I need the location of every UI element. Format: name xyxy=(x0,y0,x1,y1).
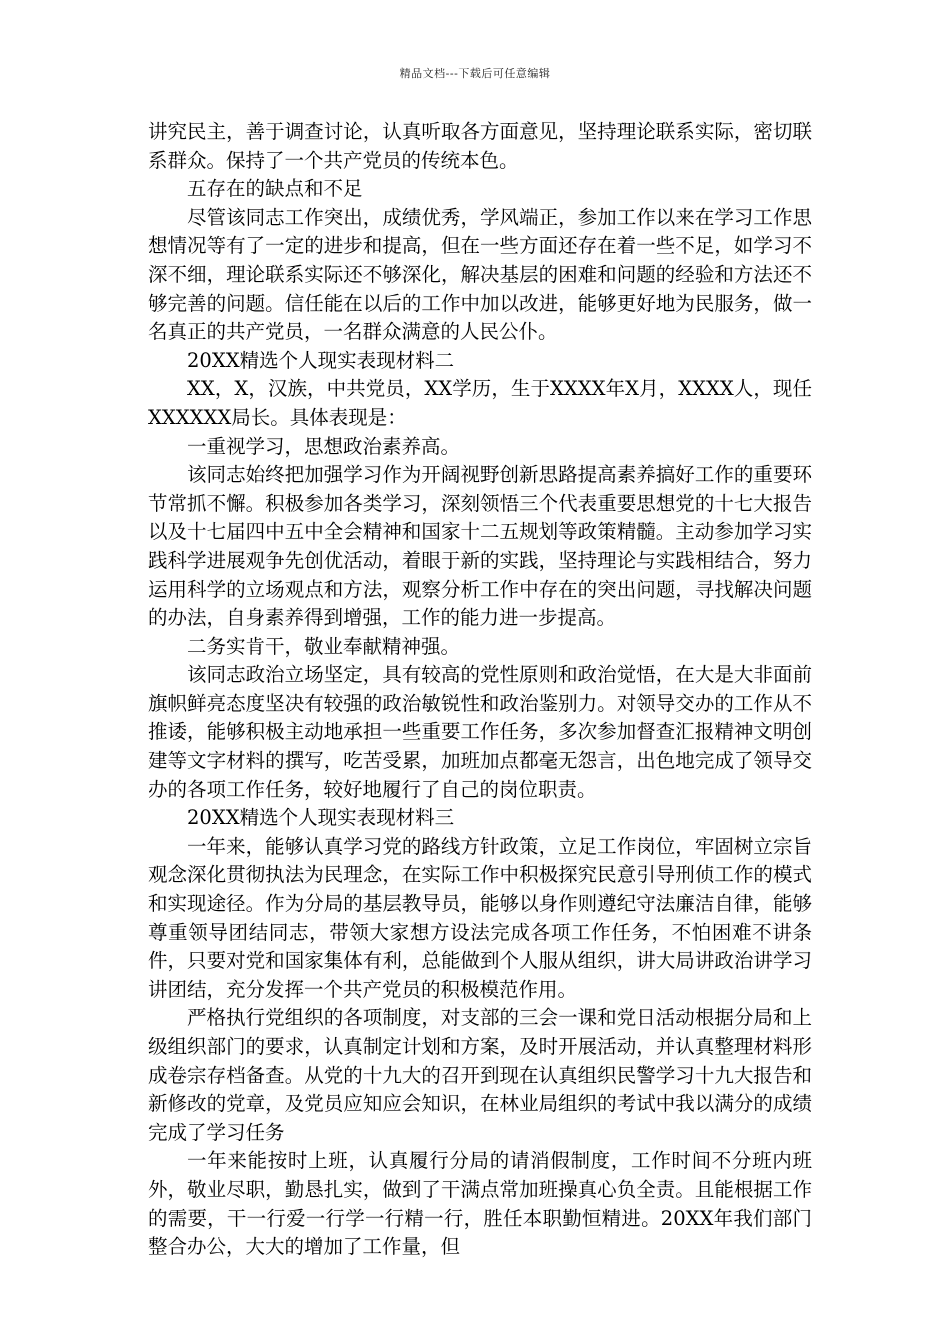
section-heading: 一重视学习，思想政治素养高。 xyxy=(187,434,461,458)
paragraph: 一年来能按时上班，认真履行分局的请消假制度，工作时间不分班内班外，敬业尽职，勤恳扎实，做到了干满点常加班操真心负全责。且能根据工作的需要，干一行爱一行学一行精一行，胜任本职勤恒精进。20XX年我们部门整合办公，大大的增加了工作量，但 xyxy=(148,1149,812,1259)
section-heading: 二务实肯干，敬业奉献精神强。 xyxy=(187,634,461,658)
section-heading: 五存在的缺点和不足 xyxy=(187,177,363,201)
paragraph: 尽管该同志工作突出，成绩优秀，学风端正，参加工作以来在学习工作思想情况等有了一定的进步和提高，但在一些方面还存在着一些不足，如学习不深不细，理论联系实际还不够深化，解决基层的困难和问题的经验和方法还不够完善的问题。信任能在以后的工作中加以改进，能够更好地为民服务，做一名真正的共产党员，一名群众满意的人民公仆。 xyxy=(148,205,812,344)
document-body xyxy=(148,118,812,1262)
paragraph: 讲究民主，善于调查讨论，认真听取各方面意见，坚持理论联系实际，密切联系群众。保持了一个共产党员的传统本色。 xyxy=(148,120,812,172)
section-heading: 20XX精选个人现实表现材料二 xyxy=(187,348,455,372)
section-heading: 20XX精选个人现实表现材料三 xyxy=(187,806,455,830)
paragraph: 一年来，能够认真学习党的路线方针政策，立足工作岗位，牢固树立宗旨观念深化贯彻执法为民理念，在实际工作中积极探究民意引导刑侦工作的模式和实现途径。作为分局的基层教导员，能够以身作则遵纪守法廉洁自律，能够尊重领导团结同志，带领大家想方设法完成各项工作任务，不怕困难不讲条件，只要对党和国家集体有利，总能做到个人服从组织，讲大局讲政治讲学习讲团结，充分发挥一个共产党员的积极模范作用。 xyxy=(148,834,812,1001)
paragraph: 严格执行党组织的各项制度，对支部的三会一课和党日活动根据分局和上级组织部门的要求，认真制定计划和方案，及时开展活动，并认真整理材料形成卷宗存档备查。从党的十九大的召开到现在认真组织民警学习十九大报告和新修改的党章，及党员应知应会知识，在林业局组织的考试中我以满分的成绩完成了学习任务 xyxy=(148,1006,812,1144)
paragraph: 该同志政治立场坚定，具有较高的党性原则和政治觉悟，在大是大非面前旗帜鲜亮态度坚决有较强的政治敏锐性和政治鉴别力。对领导交办的工作从不推诿，能够积极主动地承担一些重要工作任务，多次参加督查汇报精神文明创建等文字材料的撰写，吃苦受累，加班加点都毫无怨言，出色地完成了领导交办的各项工作任务，较好地履行了自己的岗位职责。 xyxy=(148,663,812,801)
page-header: 精品文档---下载后可任意编辑 xyxy=(399,67,551,80)
paragraph: XX，X，汉族，中共党员，XX学历，生于XXXX年X月，XXXX人，现任XXXXXX局长。具体表现是： xyxy=(148,377,812,429)
paragraph: 该同志始终把加强学习作为开阔视野创新思路提高素养搞好工作的重要环节常抓不懈。积极参加各类学习，深刻领悟三个代表重要思想党的十七大报告以及十七届四中五中全会精神和国家十二五规划等政策精髓。主动参加学习实践科学进展观争先创优活动，着眼于新的实践，坚持理论与实践相结合，努力运用科学的立场观点和方法，观察分析工作中存在的突出问题，寻找解决问题的办法，自身素养得到增强，工作的能力进一步提高。 xyxy=(148,463,812,630)
